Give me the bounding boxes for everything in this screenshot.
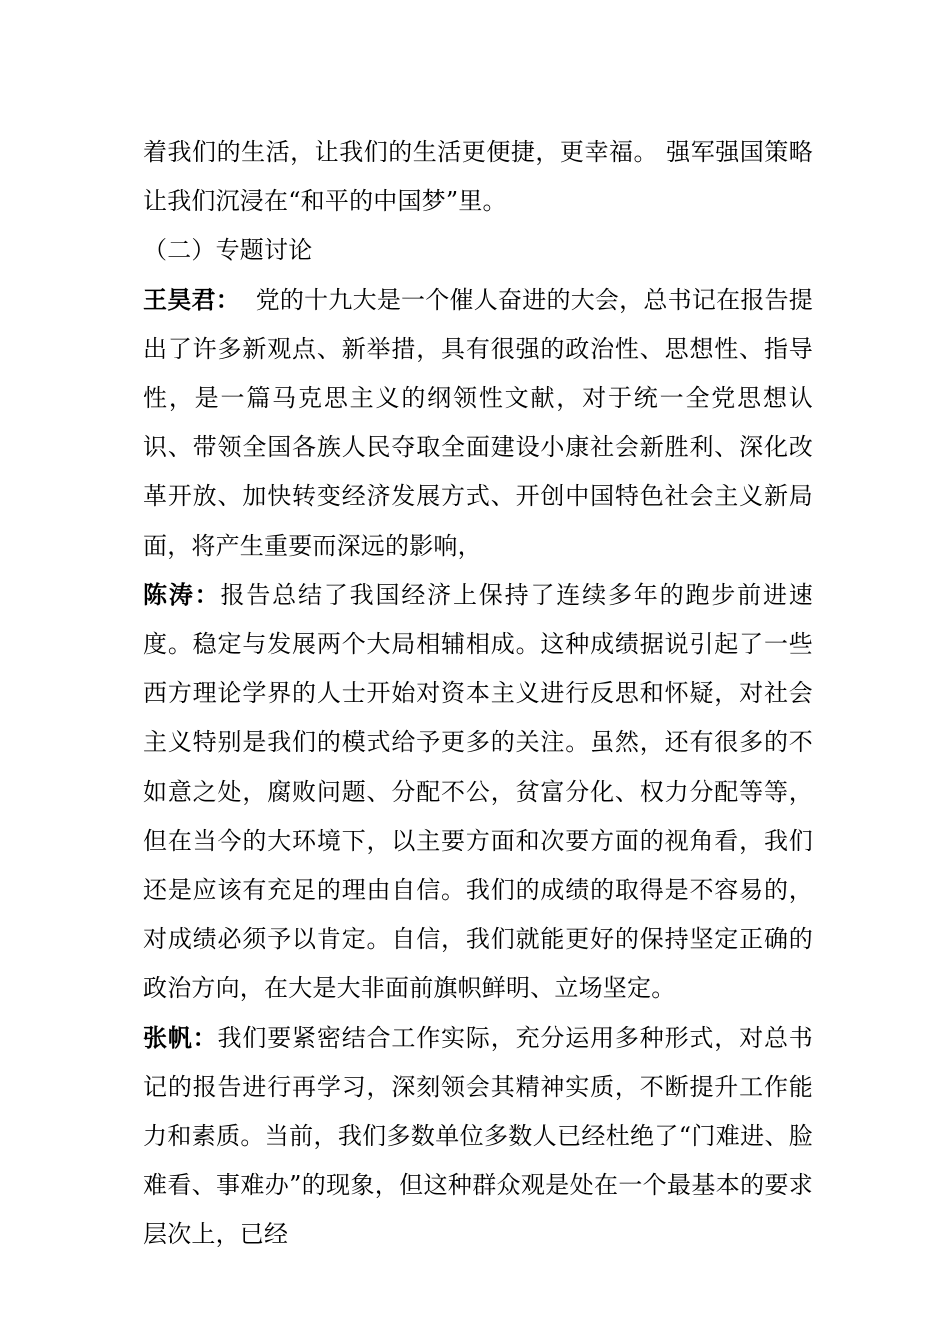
speech-paragraph-3 [143,1014,813,1260]
speech-paragraph-2 [143,571,813,1014]
document-body [143,128,813,1260]
speech-paragraph-1 [143,276,813,571]
speech-text: 党的十九大是一个催人奋进的大会，总书记在报告提出了许多新观点、新举措，具有很强的政治性、思想性、指导性，是一篇马克思主义的纲领性文献，对于统一全党思想认识、带领全国各族人民夺取全面建设小康社会新胜利、深化改革开放、加快转变经济发展方式、开创中国特色社会主义新局面，将产生重要而深远的影响， [143,285,813,560]
speaker-name: 王昊君： [143,285,240,314]
speaker-name: 张帆： [143,1023,218,1052]
speech-text: 我们要紧密结合工作实际，充分运用多种形式，对总书记的报告进行再学习，深刻领会其精神实质，不断提升工作能力和素质。当前，我们多数单位多数人已经杜绝了“门难进、脸难看、事难办”的现象，但这种群众观是处在一个最基本的要求层次上，已经 [143,1023,813,1249]
paragraph-intro-continuation: 着我们的生活，让我们的生活更便捷，更幸福。 强军强国策略让我们沉浸在“和平的中国梦”里。 [143,138,813,216]
speech-text: 报告总结了我国经济上保持了连续多年的跑步前进速度。稳定与发展两个大局相辅相成。这种成绩据说引起了一些西方理论学界的人士开始对资本主义进行反思和怀疑，对社会主义特别是我们的模式给予更多的关注。虽然，还有很多的不如意之处，腐败问题、分配不公，贫富分化、权力分配等等，但在当今的大环境下，以主要方面和次要方面的视角看，我们还是应该有充足的理由自信。我们的成绩的取得是不容易的，对成绩必须予以肯定。自信，我们就能更好的保持坚定正确的政治方向，在大是大非面前旗帜鲜明、立场坚定。 [143,580,813,1003]
section-heading: （二）专题讨论 [143,236,313,265]
speaker-name: 陈涛： [143,580,221,609]
